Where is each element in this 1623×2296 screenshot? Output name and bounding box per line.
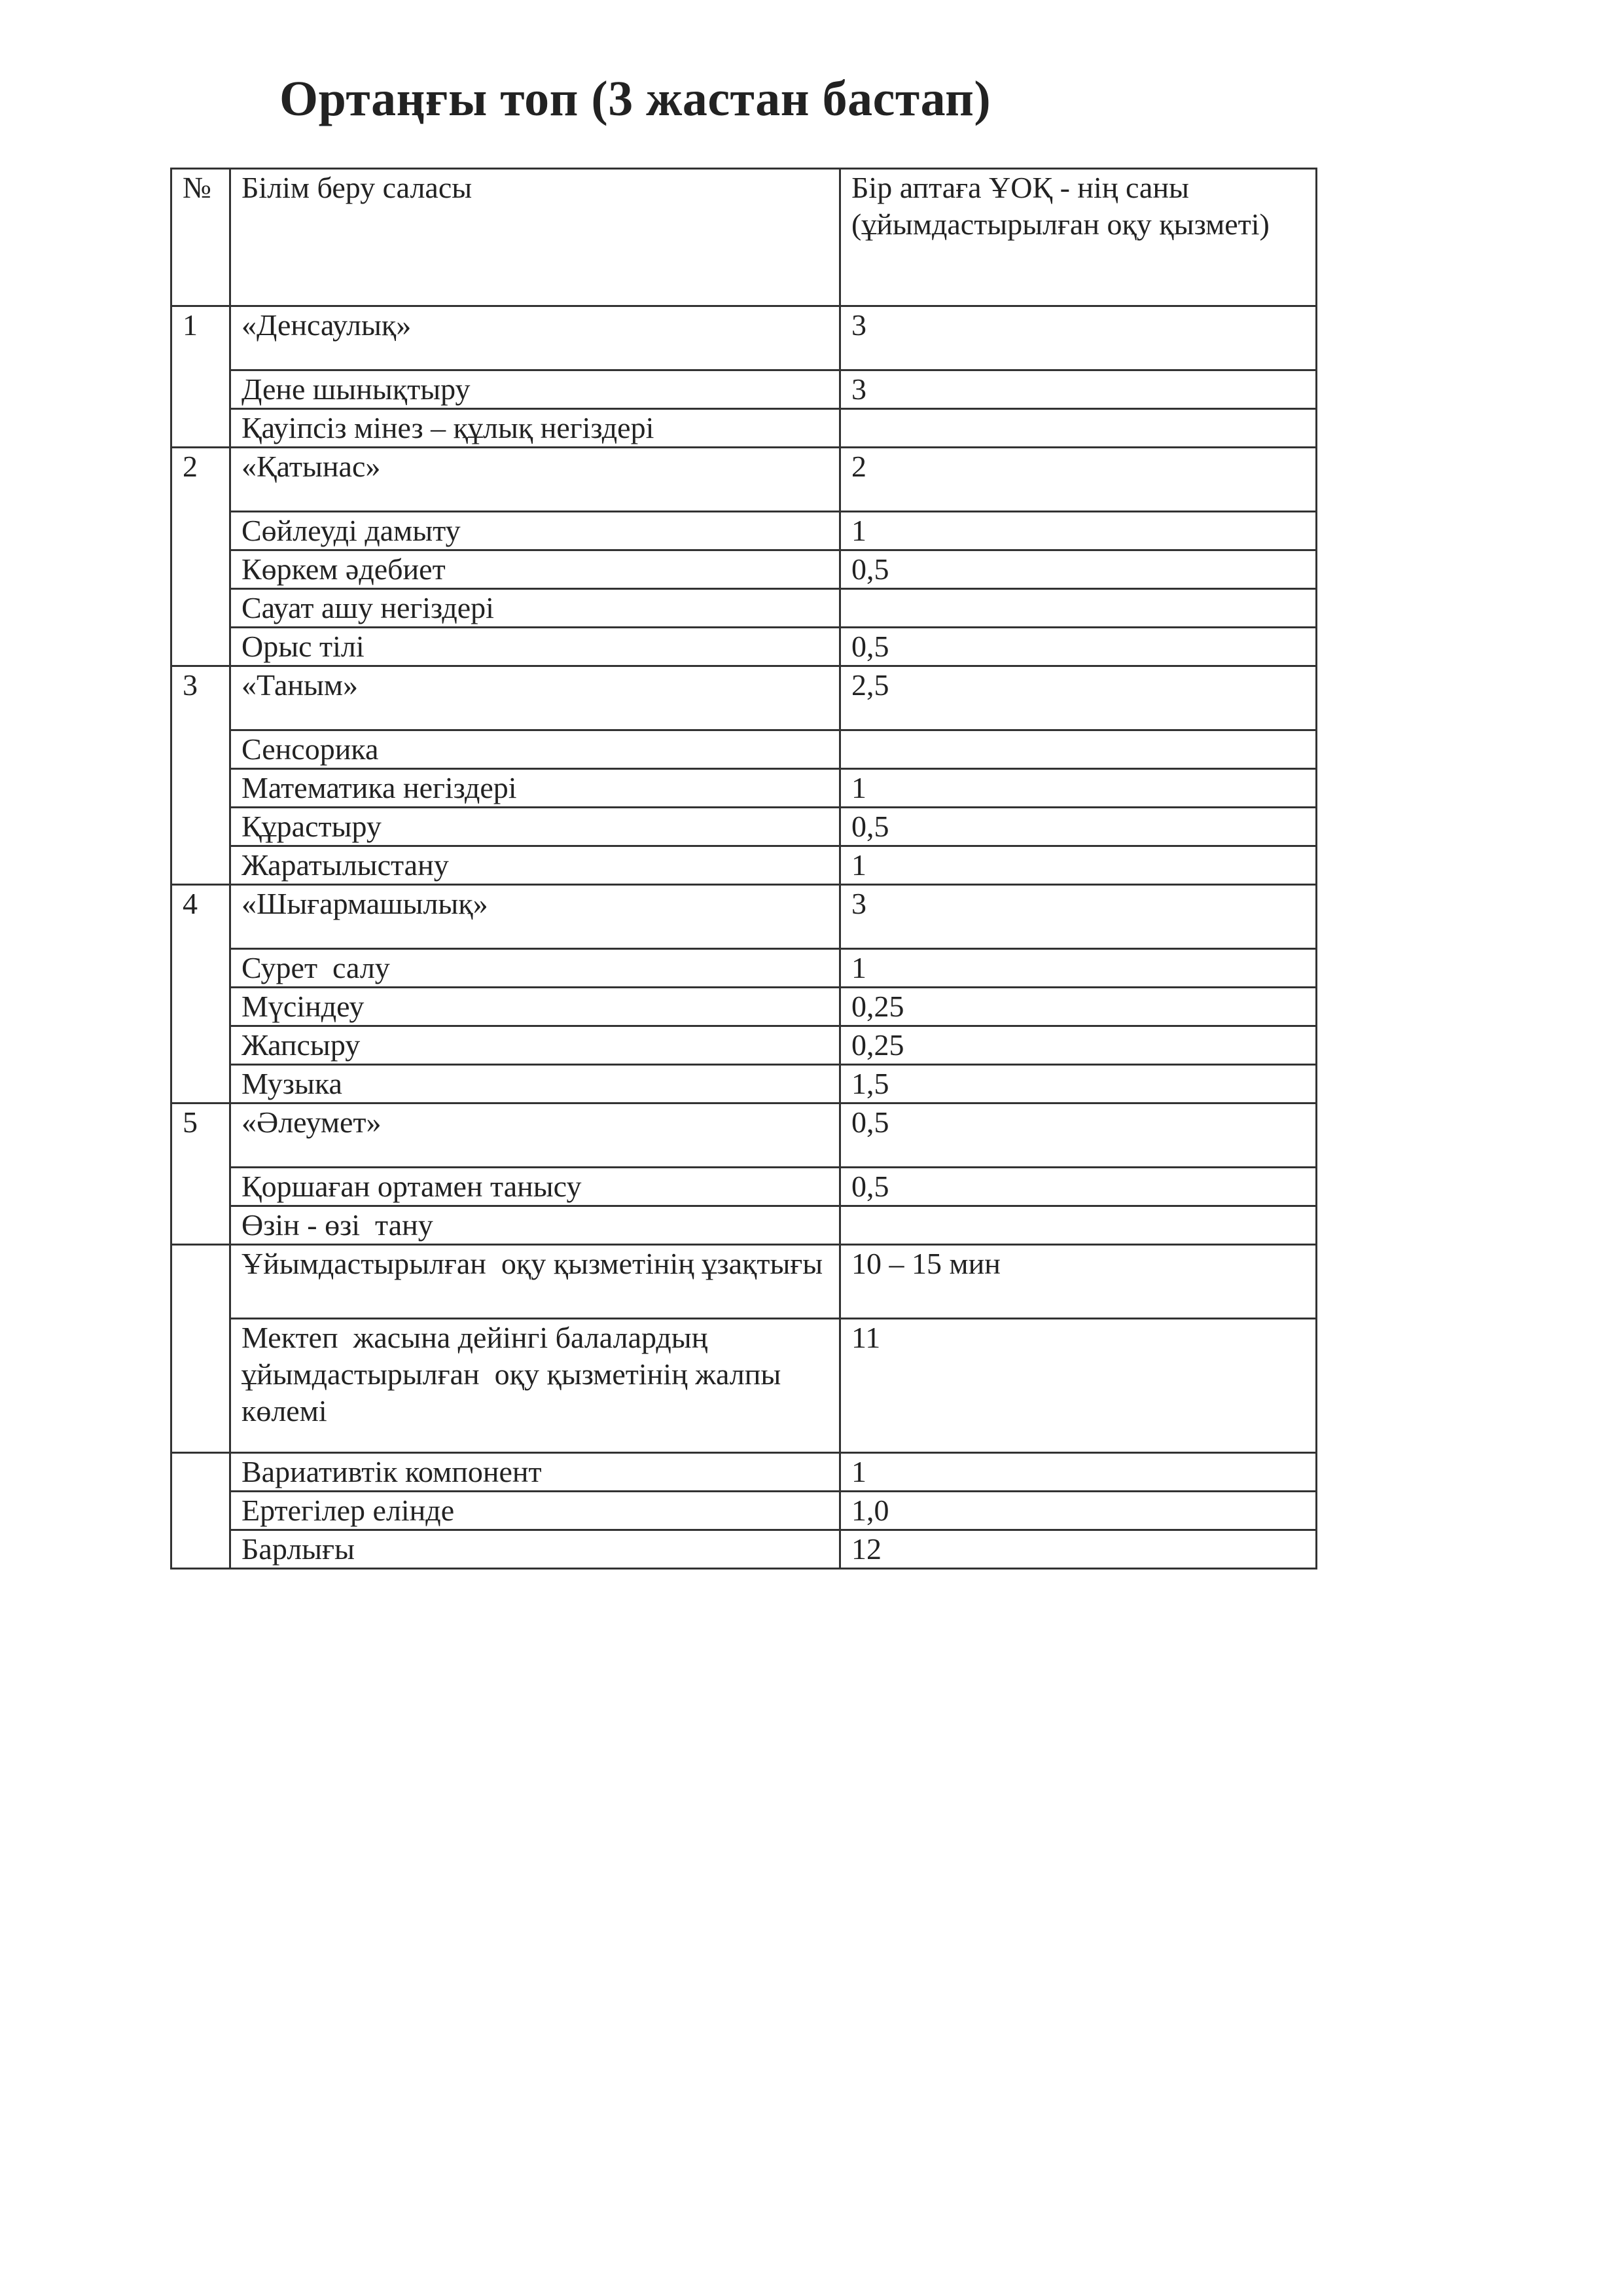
section-number: 1 xyxy=(171,306,230,448)
subject-row xyxy=(171,1065,1317,1103)
subject-value: 0,5 xyxy=(840,628,1317,666)
section-number: 2 xyxy=(171,448,230,666)
subject-name: Өзін - өзі тану xyxy=(230,1206,840,1245)
subject-row xyxy=(171,808,1317,846)
subject-row xyxy=(171,589,1317,628)
section-value: 3 xyxy=(840,306,1317,370)
subject-value: 0,25 xyxy=(840,988,1317,1026)
header-number: № xyxy=(171,169,230,306)
section-row xyxy=(171,306,1317,370)
section-number: 3 xyxy=(171,666,230,885)
section-value: 2,5 xyxy=(840,666,1317,730)
subject-name: Жаратылыстану xyxy=(230,846,840,885)
subject-name: Орыс тілі xyxy=(230,628,840,666)
summary-number-cell xyxy=(171,1245,230,1453)
subject-value xyxy=(840,589,1317,628)
page-title: Ортаңғы топ (3 жастан бастап) xyxy=(279,71,991,126)
duration-label: Ұйымдастырылған оқу қызметінің ұзақтығы xyxy=(230,1245,840,1319)
subject-value: 0,5 xyxy=(840,808,1317,846)
section-row xyxy=(171,1103,1317,1168)
subject-name: Құрастыру xyxy=(230,808,840,846)
section-row xyxy=(171,885,1317,949)
section-value: 2 xyxy=(840,448,1317,512)
subject-row xyxy=(171,512,1317,550)
section-name: «Қатынас» xyxy=(230,448,840,512)
fairy-value: 1,0 xyxy=(840,1492,1317,1530)
subject-value xyxy=(840,409,1317,448)
grand-total-label: Барлығы xyxy=(230,1530,840,1569)
subject-name: Жапсыру xyxy=(230,1026,840,1065)
total-volume-row xyxy=(171,1319,1317,1453)
total-volume-label: Мектеп жасына дейінгі балалардың ұйымдастырылған оқу қызметінің жалпы көлемі xyxy=(230,1319,840,1453)
subject-value: 1 xyxy=(840,512,1317,550)
subject-row xyxy=(171,1168,1317,1206)
subject-value: 1 xyxy=(840,846,1317,885)
variative-label: Вариативтік компонент xyxy=(230,1453,840,1492)
section-row xyxy=(171,666,1317,730)
subject-name: Сөйлеуді дамыту xyxy=(230,512,840,550)
variative-row xyxy=(171,1453,1317,1492)
subject-value: 3 xyxy=(840,370,1317,409)
header-weekly-count: Бір аптаға ҰОҚ - нің саны (ұйымдастырылған оқу қызметі) xyxy=(840,169,1317,306)
subject-name: Қауіпсіз мінез – құлық негіздері xyxy=(230,409,840,448)
subject-row xyxy=(171,1026,1317,1065)
subject-value: 0,25 xyxy=(840,1026,1317,1065)
curriculum-table xyxy=(170,168,1317,1570)
subject-row xyxy=(171,409,1317,448)
section-name: «Денсаулық» xyxy=(230,306,840,370)
variative-value: 1 xyxy=(840,1453,1317,1492)
subject-value: 1 xyxy=(840,769,1317,808)
table-header-row xyxy=(171,169,1317,306)
section-name: «Таным» xyxy=(230,666,840,730)
subject-row xyxy=(171,846,1317,885)
section-row xyxy=(171,448,1317,512)
variative-number-cell xyxy=(171,1453,230,1569)
subject-name: Дене шынықтыру xyxy=(230,370,840,409)
subject-row xyxy=(171,730,1317,769)
section-name: «Әлеумет» xyxy=(230,1103,840,1168)
subject-name: Сенсорика xyxy=(230,730,840,769)
total-volume-value: 11 xyxy=(840,1319,1317,1453)
header-area: Білім беру саласы xyxy=(230,169,840,306)
subject-row xyxy=(171,1206,1317,1245)
grand-total-row xyxy=(171,1530,1317,1569)
section-number: 4 xyxy=(171,885,230,1103)
subject-value: 0,5 xyxy=(840,550,1317,589)
section-value: 0,5 xyxy=(840,1103,1317,1168)
subject-row xyxy=(171,550,1317,589)
subject-row xyxy=(171,769,1317,808)
subject-value: 1,5 xyxy=(840,1065,1317,1103)
subject-name: Музыка xyxy=(230,1065,840,1103)
subject-value xyxy=(840,1206,1317,1245)
fairy-row xyxy=(171,1492,1317,1530)
section-name: «Шығармашылық» xyxy=(230,885,840,949)
subject-name: Сауат ашу негіздері xyxy=(230,589,840,628)
subject-name: Математика негіздері xyxy=(230,769,840,808)
subject-name: Қоршаған ортамен танысу xyxy=(230,1168,840,1206)
subject-row xyxy=(171,949,1317,988)
subject-value xyxy=(840,730,1317,769)
section-number: 5 xyxy=(171,1103,230,1245)
section-value: 3 xyxy=(840,885,1317,949)
subject-row xyxy=(171,370,1317,409)
fairy-label: Ертегілер елінде xyxy=(230,1492,840,1530)
duration-row xyxy=(171,1245,1317,1319)
subject-name: Сурет салу xyxy=(230,949,840,988)
subject-name: Көркем әдебиет xyxy=(230,550,840,589)
duration-value: 10 – 15 мин xyxy=(840,1245,1317,1319)
subject-value: 0,5 xyxy=(840,1168,1317,1206)
subject-row xyxy=(171,988,1317,1026)
subject-row xyxy=(171,628,1317,666)
subject-value: 1 xyxy=(840,949,1317,988)
grand-total-value: 12 xyxy=(840,1530,1317,1569)
subject-name: Мүсіндеу xyxy=(230,988,840,1026)
